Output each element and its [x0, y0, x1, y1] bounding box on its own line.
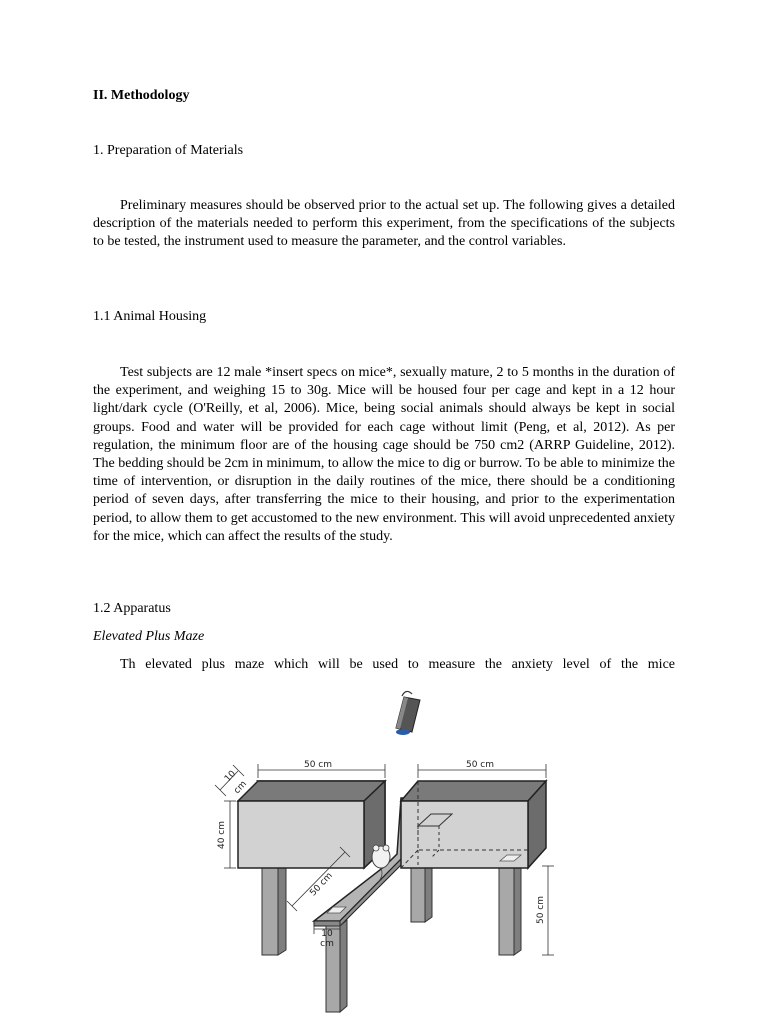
dim-label-left-width: 50 cm — [303, 760, 333, 770]
dim-label-right-width: 50 cm — [465, 760, 495, 770]
section-title: II. Methodology — [93, 88, 190, 103]
subsection-heading-animal-housing: 1.1 Animal Housing — [93, 309, 207, 324]
right-closed-arm — [401, 781, 546, 868]
dim-label-open-arm: 50 cm — [308, 870, 335, 899]
dim-label-height: 40 cm — [217, 820, 227, 850]
paragraph-animal-housing: Test subjects are 12 male *insert specs on mice*, sexually mature, 2 to 5 months in the duration of the experiment, and weighing 15 to 30g. Mice will be housed four per cage and kept in a 12 hour light/dark cycle (O'Reilly, et al, 2006). Mice, being social animals should always be kept in social groups. Food and water will be provided for each cage without limit (Peng, et al, 2012). As per regulation, the minimum floor are of the housing cage should be 750 cm2 (ARRP Guideline, 2012). The bedding should be 2cm in minimum, to allow the mice to dig or burrow. To be able to minimize the time of intervention, or disruption in the daily routines of the mice, there should be a conditioning period of seven days, after transferring the mice to their housing, and prior to the experimentation period, to allow them to get accustomed to the new environment. This will avoid unprecedented anxiety for the mice, which can affect the results of the study. — [93, 365, 675, 544]
dim-label-depth-unit: cm — [232, 779, 249, 797]
paragraph-apparatus-intro: Th elevated plus maze which will be used to measure the anxiety level of the mice — [120, 657, 675, 672]
paragraph-preliminary-measures: Preliminary measures should be observed prior to the actual set up. The following gives a detailed description of the materials needed to perform this experiment, from the specifications of the subjects to be tested, the instrument used to measure the parameter, and the control variables. — [93, 198, 675, 250]
apparatus-name: Elevated Plus Maze — [93, 629, 205, 644]
left-closed-arm — [238, 781, 385, 868]
dim-label-arm-width: 10 — [321, 929, 333, 939]
dim-label-arm-width-unit: cm — [320, 939, 334, 949]
subsection-heading-apparatus: 1.2 Apparatus — [93, 601, 171, 616]
subsection-heading-preparation: 1. Preparation of Materials — [93, 143, 244, 158]
camera-icon — [396, 691, 420, 735]
dim-label-leg-height: 50 cm — [536, 895, 546, 925]
dim-label-depth: 10 — [222, 769, 239, 785]
